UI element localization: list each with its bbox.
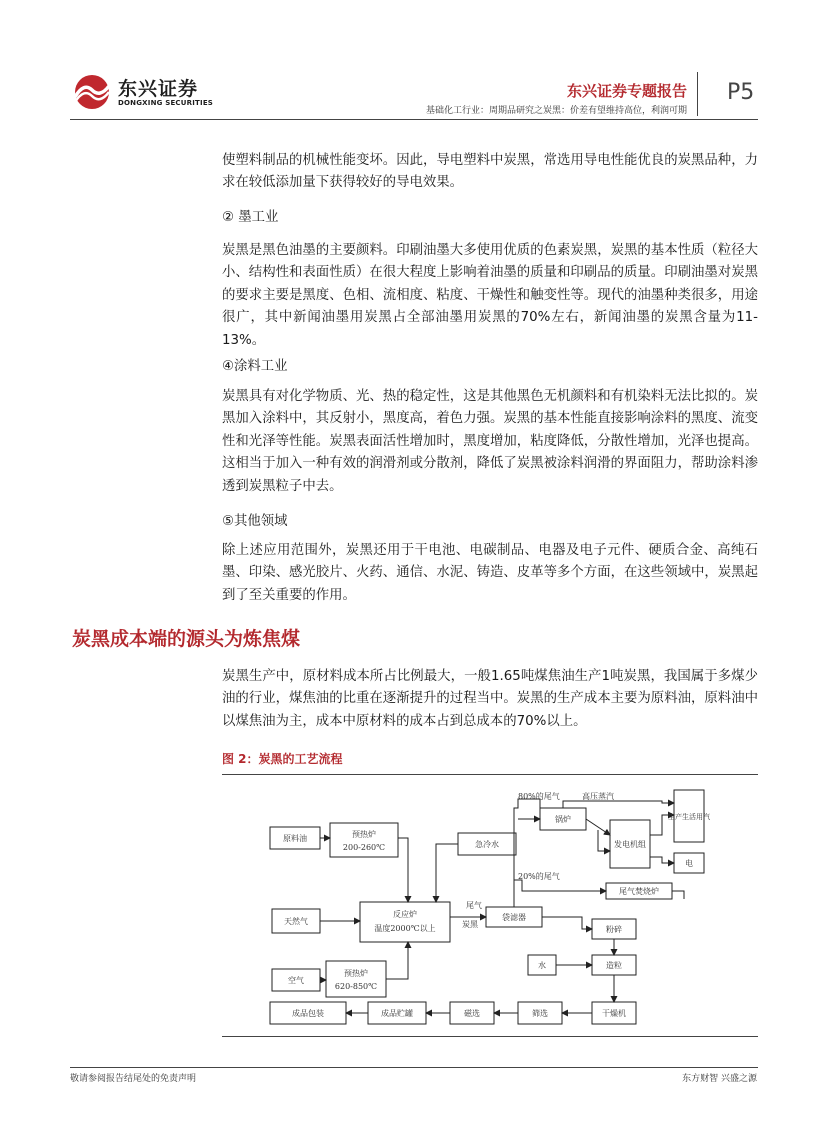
label-preheater-air-temp: 620-850℃ [334, 982, 378, 991]
heading-ink-industry: ② 墨工业 [222, 210, 279, 225]
footer-disclaimer: 敬请参阅报告结尾处的免责声明 [70, 1074, 197, 1084]
paragraph-other-fields: 除上述应用范围外，炭黑还用于干电池、电碳制品、电器及电子元件、硬质合金、高纯石墨、印染、感光胶片、火药、通信、水泥、铸造、皮革等多个方面，在这些领域中，炭黑起到了至关重要的作用。 [222, 543, 758, 603]
box-preheater-air [326, 961, 386, 997]
label-carbon-black-flow: 炭黑 [462, 920, 478, 929]
label-tail-80: 80%的尾气 [518, 792, 560, 801]
box-reactor [360, 902, 450, 942]
label-reactor-temp: 温度2000℃以上 [374, 924, 436, 933]
label-preheater-oil-temp: 200-260℃ [342, 843, 386, 852]
paragraph-cost-source: 炭黑生产中，原材料成本所占比例最大，一般1.65吨煤焦油生产1吨炭黑，我国属于多煤少油的行业，煤焦油的比重在逐渐提升的过程当中。炭黑的生产成本主要为原料油，原料油中以煤焦油为主，成本中原材料的成本占到总成本的70%以上。 [222, 669, 758, 729]
label-screen: 筛选 [532, 1009, 548, 1018]
process-flow-diagram [222, 775, 758, 1035]
label-tail-gas: 尾气 [466, 901, 482, 910]
report-subtitle: 基础化工行业：周期品研究之炭黑：价差有望维持高位，利润可期 [425, 106, 687, 116]
logo-chinese-name: 东兴证券 [118, 78, 199, 100]
figure-bottom-rule [222, 1036, 758, 1037]
label-reactor: 反应炉 [393, 910, 417, 919]
label-water: 水 [538, 961, 546, 970]
label-preheater-oil: 预热炉 [352, 830, 376, 839]
label-crusher: 粉碎 [606, 925, 622, 934]
header-divider [697, 72, 698, 116]
label-quench-water: 急冷水 [475, 840, 499, 849]
page-number: P5 [727, 80, 755, 105]
label-tail-burner: 尾气焚烧炉 [619, 887, 659, 896]
label-electricity: 电 [685, 859, 693, 868]
label-granulator: 造粒 [606, 961, 622, 970]
footer-slogan: 东方财智 兴盛之源 [682, 1074, 757, 1084]
label-air: 空气 [288, 976, 304, 985]
label-natural-gas: 天然气 [284, 917, 308, 926]
paragraph-ink-industry: 炭黑是黑色油墨的主要颜料。印刷油墨大多使用优质的色素炭黑，炭黑的基本性质（粒径大小、结构性和表面性质）在很大程度上影响着油墨的质量和印刷品的质量。印刷油墨对炭黑的要求主要是黑度、色相、流相度、粘度、干燥性和触变性等。现代的油墨种类很多，用途很广，其中新闻油墨用炭黑占全部油墨用炭黑的70%左右，新闻油墨的炭黑含量为11-13%。 [222, 243, 758, 348]
label-hp-steam: 高压蒸汽 [582, 792, 614, 801]
report-title: 东兴证券专题报告 [566, 82, 687, 100]
figure-title: 图 2：炭黑的工艺流程 [222, 752, 343, 766]
paragraph-paint-industry: 炭黑具有对化学物质、光、热的稳定性，这是其他黑色无机颜料和有机染料无法比拟的。炭黑加入涂料中，其反射小，黑度高，着色力强。炭黑的基本性能直接影响涂料的黑度、流变性和光泽等性能。炭黑表面活性增加时，黑度增加，粘度降低，分散性增加，光泽也提高。这相当于加入一种有效的润滑剂或分散剂，降低了炭黑被涂料润滑的界面阻力，帮助涂料渗透到炭黑粒子中去。 [222, 389, 758, 494]
label-generator: 发电机组 [614, 840, 646, 849]
label-raw-oil: 原料油 [283, 834, 307, 843]
footer-rule [70, 1067, 758, 1068]
section-title: 炭黑成本端的源头为炼焦煤 [72, 628, 301, 650]
heading-other-fields: ⑤其他领域 [222, 514, 288, 529]
paragraph-conductive-plastics: 使塑料制品的机械性能变坏。因此，导电塑料中炭黑，常选用导电性能优良的炭黑品种，力求在较低添加量下获得较好的导电效果。 [222, 153, 758, 191]
label-dryer: 干燥机 [602, 1009, 626, 1018]
label-packaging: 成品包装 [292, 1009, 324, 1018]
heading-paint-industry: ④涂料工业 [222, 359, 288, 374]
label-storage: 成品贮罐 [381, 1009, 413, 1018]
header-rule [70, 119, 758, 120]
logo-english-name: DONGXING SECURITIES [118, 99, 214, 107]
label-bag-filter: 袋滤器 [502, 913, 526, 922]
label-magnet: 磁选 [464, 1009, 480, 1018]
logo-mark-icon [70, 72, 116, 112]
label-boiler: 锅炉 [555, 815, 571, 824]
label-preheater-air: 预热炉 [344, 969, 368, 978]
label-tail-20: 20%的尾气 [518, 872, 560, 881]
label-production-steam: 生产生活用汽 [668, 813, 710, 821]
